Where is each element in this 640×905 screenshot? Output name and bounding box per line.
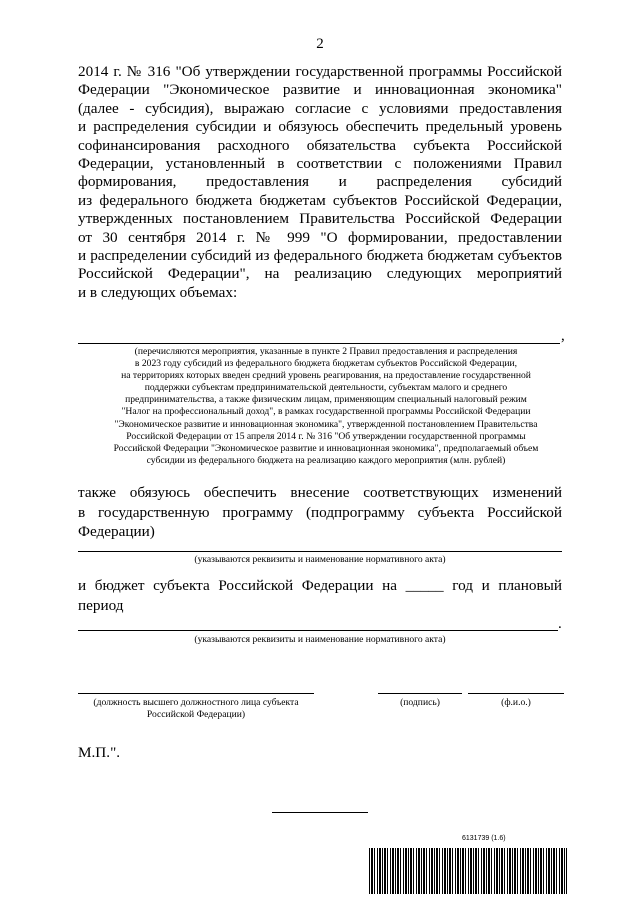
paragraph-line: Федерации) xyxy=(78,523,155,540)
fill-in-line xyxy=(78,343,560,344)
fill-in-line xyxy=(78,551,562,552)
paragraph-line: из федерального бюджета бюджетам субъектов Российской Федерации, xyxy=(78,191,562,209)
activities-caption xyxy=(90,346,562,467)
name-caption: (ф.и.о.) xyxy=(501,697,531,708)
budget-paragraph xyxy=(78,576,562,615)
caption-line: предпринимательства, а также физическим лицам, применяющим специальный налоговый режим xyxy=(125,394,527,406)
name-line xyxy=(468,693,564,694)
caption-line: субсидии из федерального бюджета на реализацию каждого мероприятия (млн. рублей) xyxy=(146,454,506,466)
paragraph-line: софинансирования расходного обязательства субъекта Российской xyxy=(78,136,562,154)
caption-line: Российской Федерации) xyxy=(146,709,246,720)
caption-line: Российской Федерации "Экономическое развитие и инновационная экономика", предполагаемый объем xyxy=(113,442,539,454)
period: . xyxy=(558,616,562,632)
paragraph-line: 2014 г. № 316 "Об утверждении государственной программы Российской xyxy=(78,63,562,80)
paragraph-line: утвержденных постановлением Правительства Российской Федерации xyxy=(78,210,562,228)
paragraph-line: Российской Федерации", на реализацию следующих мероприятий xyxy=(78,265,562,283)
caption-line: на территориях которых введен средний уровень реагирования, на предоставление государственной xyxy=(121,370,531,382)
caption-line: (должность высшего должностного лица субъекта xyxy=(93,697,299,708)
caption-line: поддержки субъектам предпринимательской деятельности, субъектам малого и среднего xyxy=(144,382,508,394)
barcode-image xyxy=(369,848,567,894)
position-caption xyxy=(78,697,314,721)
act-caption: (указываются реквизиты и наименование нормативного акта) xyxy=(194,634,446,645)
main-paragraph xyxy=(78,63,562,302)
position-line xyxy=(78,693,314,694)
stamp-place-label: М.П.". xyxy=(78,744,121,761)
comma: , xyxy=(561,328,565,344)
caption-line: "Экономическое развитие и инновационная экономика", утвержденной постановлением Правительства xyxy=(114,418,538,430)
act-caption: (указываются реквизиты и наименование нормативного акта) xyxy=(194,554,446,565)
paragraph-line: также обязуюсь обеспечить внесение соответствующих изменений xyxy=(78,484,562,501)
caption-line: (перечисляются мероприятия, указанные в пункте 2 Правил предоставления и распределения xyxy=(134,346,518,357)
paragraph-line: в государственную программу (подпрограмму субъекта Российской xyxy=(78,503,562,521)
paragraph-line: формирования, предоставления и распределения субсидий xyxy=(78,173,562,191)
barcode-number: 6131739 (1.6) xyxy=(462,835,506,842)
paragraph-line: и распределении субсидий из федерального бюджета бюджетам субъектов xyxy=(78,247,562,265)
end-line xyxy=(272,812,368,813)
paragraph-line: Федерации, установленный в соответствии с положениями Правил xyxy=(78,155,562,173)
signature-caption: (подпись) xyxy=(400,697,440,708)
paragraph-line: от 30 сентября 2014 г. № 999 "О формировании, предоставлении xyxy=(78,228,562,246)
program-change-paragraph xyxy=(78,483,562,542)
paragraph-line: (далее - субсидия), выражаю согласие с условиями предоставления xyxy=(78,99,562,117)
paragraph-line: Федерации "Экономическое развитие и инновационная экономика" xyxy=(78,81,562,99)
fill-in-line xyxy=(78,630,558,631)
paragraph-line: и распределения субсидии и обязуюсь обеспечить предельный уровень xyxy=(78,118,562,136)
paragraph-line: и в следующих объемах: xyxy=(78,283,238,301)
page-number: 2 xyxy=(316,36,324,52)
signature-line xyxy=(378,693,462,694)
caption-line: "Налог на профессиональный доход", в рамках государственной программы Российской Федерации xyxy=(121,406,531,418)
paragraph-line: и бюджет субъекта Российской Федерации на _____ год и плановый xyxy=(78,577,562,594)
caption-line: в 2023 году субсидий из федерального бюджета бюджетам субъектов Российской Федерации, xyxy=(134,358,518,370)
paragraph-line: период xyxy=(78,596,124,614)
caption-line: Российской Федерации от 15 апреля 2014 г. № 316 "Об утверждении государственной программы xyxy=(126,430,526,442)
